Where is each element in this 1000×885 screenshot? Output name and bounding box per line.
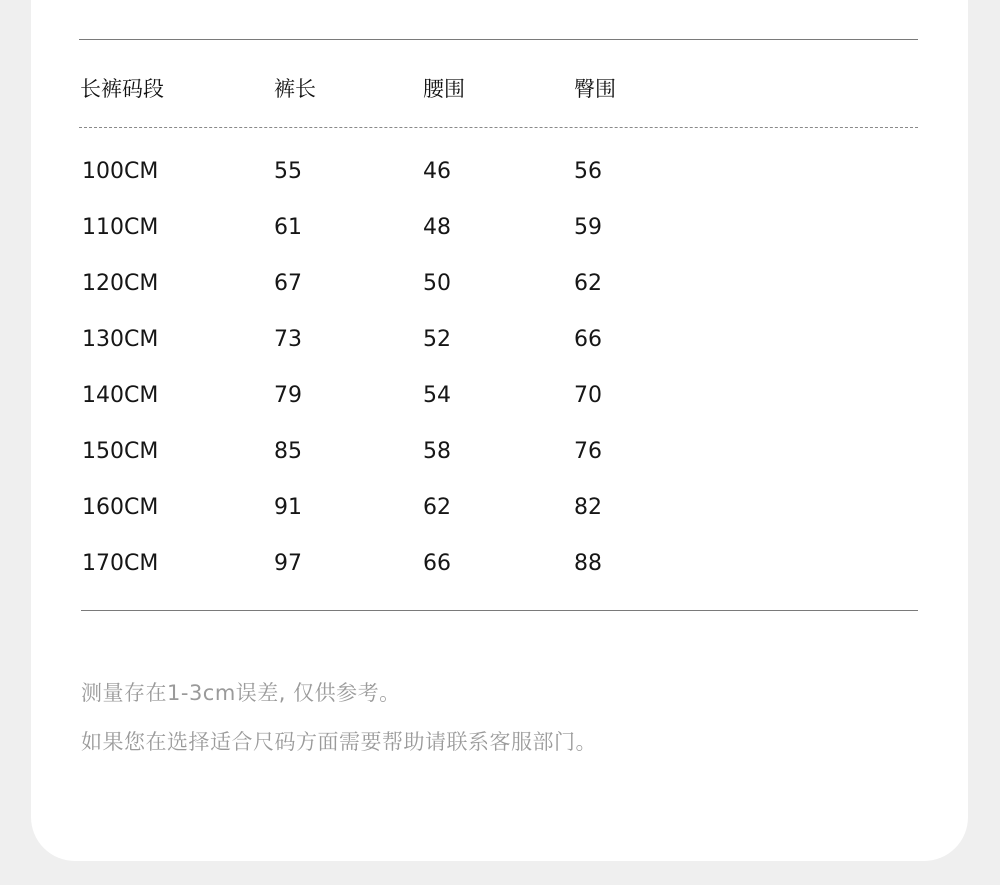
waist-cell: 48 <box>423 215 451 240</box>
length-cell: 79 <box>274 383 302 408</box>
hip-cell: 76 <box>574 439 602 464</box>
length-cell: 85 <box>274 439 302 464</box>
hip-cell: 82 <box>574 495 602 520</box>
length-cell: 97 <box>274 551 302 576</box>
header-waist: 腰围 <box>423 77 465 101</box>
hip-cell: 56 <box>574 159 602 184</box>
size-cell: 160CM <box>82 495 159 520</box>
contact-support-note: 如果您在选择适合尺码方面需要帮助请联系客服部门。 <box>81 730 597 754</box>
length-cell: 91 <box>274 495 302 520</box>
header-hip: 臀围 <box>574 77 616 101</box>
size-cell: 110CM <box>82 215 159 240</box>
waist-cell: 54 <box>423 383 451 408</box>
size-cell: 140CM <box>82 383 159 408</box>
size-cell: 100CM <box>82 159 159 184</box>
length-cell: 61 <box>274 215 302 240</box>
waist-cell: 58 <box>423 439 451 464</box>
length-cell: 73 <box>274 327 302 352</box>
hip-cell: 66 <box>574 327 602 352</box>
length-cell: 55 <box>274 159 302 184</box>
header-divider <box>79 127 918 128</box>
length-cell: 67 <box>274 271 302 296</box>
table-top-rule <box>79 39 918 40</box>
waist-cell: 62 <box>423 495 451 520</box>
hip-cell: 88 <box>574 551 602 576</box>
size-cell: 130CM <box>82 327 159 352</box>
hip-cell: 59 <box>574 215 602 240</box>
header-size-range: 长裤码段 <box>80 77 164 101</box>
hip-cell: 62 <box>574 271 602 296</box>
waist-cell: 52 <box>423 327 451 352</box>
size-cell: 120CM <box>82 271 159 296</box>
header-pants-length: 裤长 <box>274 77 316 101</box>
measurement-error-note: 测量存在1-3cm误差, 仅供参考。 <box>81 681 401 705</box>
hip-cell: 70 <box>574 383 602 408</box>
table-bottom-rule <box>81 610 918 611</box>
size-cell: 150CM <box>82 439 159 464</box>
waist-cell: 66 <box>423 551 451 576</box>
waist-cell: 50 <box>423 271 451 296</box>
waist-cell: 46 <box>423 159 451 184</box>
size-cell: 170CM <box>82 551 159 576</box>
